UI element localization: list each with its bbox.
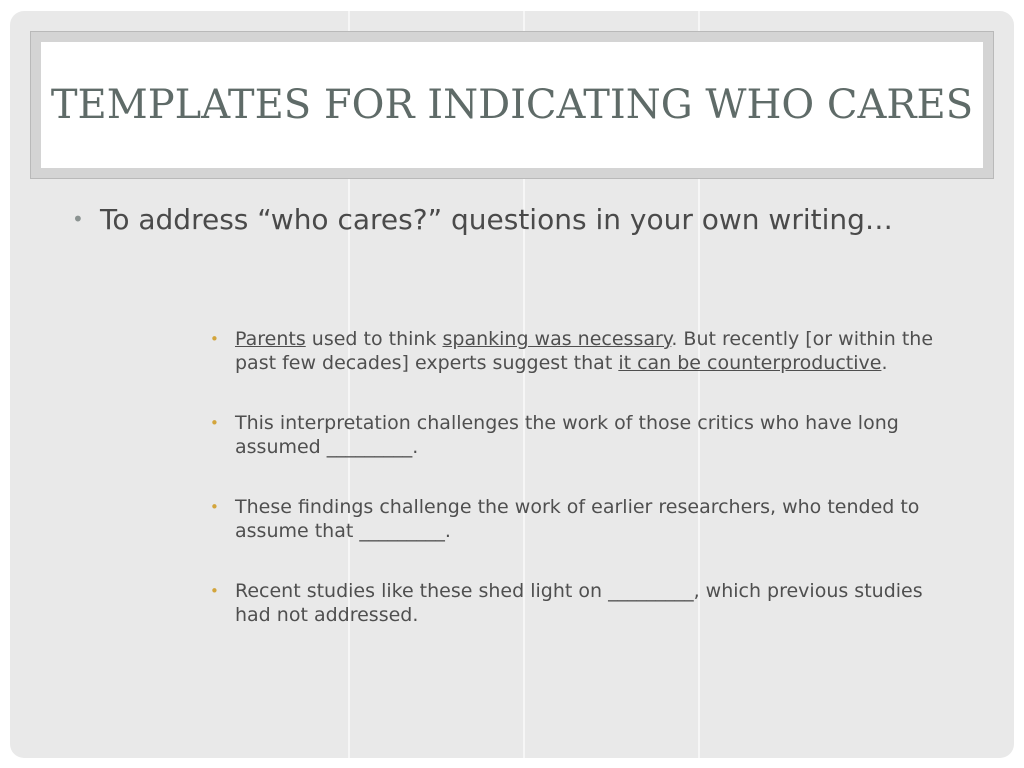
sub-bullet-text: Recent studies like these shed light on _________, which previous studies had not addressed.	[235, 580, 923, 626]
underlined-text: spanking was necessary	[442, 328, 672, 350]
sub-bullet-item	[210, 411, 950, 459]
main-bullet-text: To address “who cares?” questions in your own writing…	[100, 203, 893, 236]
sub-bullet-text: These findings challenge the work of earlier researchers, who tended to assume that _________.	[235, 496, 920, 542]
underlined-text: it can be counterproductive	[618, 352, 882, 374]
sub-bullet-item	[210, 579, 950, 627]
underlined-text: Parents	[235, 328, 306, 350]
sub-bullet-text: .	[881, 352, 888, 374]
sub-bullet-text: . But recently [or within the past few decades] experts suggest that	[235, 328, 934, 374]
bullet-icon: •	[210, 582, 219, 600]
bullet-icon: •	[72, 207, 84, 231]
title-box	[41, 42, 983, 168]
bullet-icon: •	[210, 414, 219, 432]
slide	[10, 11, 1014, 758]
main-bullet	[72, 201, 902, 238]
sub-bullet-text: This interpretation challenges the work of those critics who have long assumed _________.	[235, 412, 899, 458]
sub-bullet-item	[210, 495, 950, 543]
sub-bullet-item	[210, 327, 950, 375]
title-frame	[30, 31, 994, 179]
bullet-icon: •	[210, 498, 219, 516]
sub-bullet-text: used to think	[305, 328, 443, 350]
bullet-icon: •	[210, 330, 219, 348]
slide-title: TEMPLATES FOR INDICATING WHO CARES	[50, 82, 974, 128]
sub-bullet-list	[210, 327, 950, 663]
